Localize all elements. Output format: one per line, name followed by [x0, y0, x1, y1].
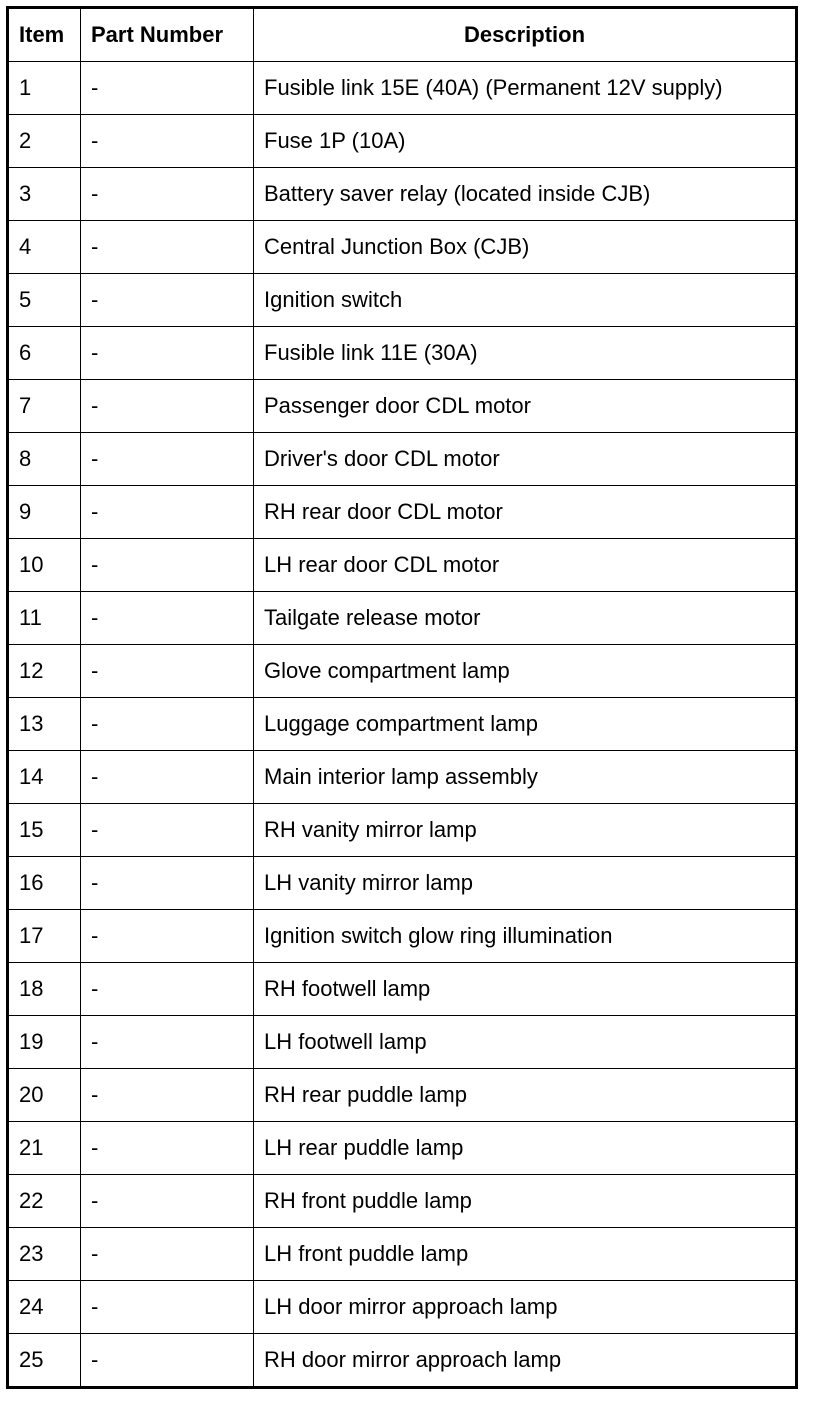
description-cell: RH vanity mirror lamp [254, 804, 797, 857]
table-row [8, 1281, 797, 1334]
description-cell: LH vanity mirror lamp [254, 857, 797, 910]
table-row [8, 433, 797, 486]
item-cell: 3 [8, 168, 81, 221]
table-row [8, 645, 797, 698]
part-number-cell: - [81, 645, 254, 698]
part-number-cell: - [81, 274, 254, 327]
part-number-cell: - [81, 380, 254, 433]
part-number-cell: - [81, 433, 254, 486]
table-row [8, 1228, 797, 1281]
column-header-description: Description [254, 8, 797, 62]
item-cell: 12 [8, 645, 81, 698]
description-cell: Fusible link 15E (40A) (Permanent 12V supply) [254, 62, 797, 115]
item-cell: 13 [8, 698, 81, 751]
item-cell: 15 [8, 804, 81, 857]
part-number-cell: - [81, 804, 254, 857]
table-row [8, 963, 797, 1016]
item-cell: 20 [8, 1069, 81, 1122]
description-cell: LH door mirror approach lamp [254, 1281, 797, 1334]
description-cell: LH front puddle lamp [254, 1228, 797, 1281]
table-row [8, 1069, 797, 1122]
description-cell: Passenger door CDL motor [254, 380, 797, 433]
table-row [8, 1016, 797, 1069]
item-cell: 6 [8, 327, 81, 380]
table-row [8, 274, 797, 327]
part-number-cell: - [81, 698, 254, 751]
part-number-cell: - [81, 486, 254, 539]
description-cell: Main interior lamp assembly [254, 751, 797, 804]
table-row [8, 1334, 797, 1388]
part-number-cell: - [81, 168, 254, 221]
part-number-cell: - [81, 327, 254, 380]
table-row [8, 380, 797, 433]
table-row [8, 1122, 797, 1175]
item-cell: 1 [8, 62, 81, 115]
description-cell: RH door mirror approach lamp [254, 1334, 797, 1388]
part-number-cell: - [81, 1281, 254, 1334]
item-cell: 5 [8, 274, 81, 327]
part-number-cell: - [81, 751, 254, 804]
description-cell: Battery saver relay (located inside CJB) [254, 168, 797, 221]
table-row [8, 592, 797, 645]
table-row [8, 857, 797, 910]
part-number-cell: - [81, 1016, 254, 1069]
table-row [8, 168, 797, 221]
description-cell: Glove compartment lamp [254, 645, 797, 698]
table-row [8, 698, 797, 751]
part-number-cell: - [81, 1334, 254, 1388]
description-cell: Driver's door CDL motor [254, 433, 797, 486]
table-header [8, 8, 797, 62]
item-cell: 9 [8, 486, 81, 539]
item-cell: 25 [8, 1334, 81, 1388]
table-row [8, 327, 797, 380]
item-cell: 4 [8, 221, 81, 274]
item-cell: 11 [8, 592, 81, 645]
description-cell: LH footwell lamp [254, 1016, 797, 1069]
item-cell: 23 [8, 1228, 81, 1281]
table-row [8, 910, 797, 963]
description-cell: Ignition switch glow ring illumination [254, 910, 797, 963]
part-number-cell: - [81, 1228, 254, 1281]
part-number-cell: - [81, 1175, 254, 1228]
table-row [8, 804, 797, 857]
item-cell: 18 [8, 963, 81, 1016]
table-row [8, 115, 797, 168]
part-number-cell: - [81, 857, 254, 910]
description-cell: Tailgate release motor [254, 592, 797, 645]
part-number-cell: - [81, 910, 254, 963]
item-cell: 16 [8, 857, 81, 910]
part-number-cell: - [81, 963, 254, 1016]
description-cell: LH rear puddle lamp [254, 1122, 797, 1175]
description-cell: Central Junction Box (CJB) [254, 221, 797, 274]
description-cell: RH footwell lamp [254, 963, 797, 1016]
item-cell: 24 [8, 1281, 81, 1334]
item-cell: 17 [8, 910, 81, 963]
item-cell: 19 [8, 1016, 81, 1069]
description-cell: Fuse 1P (10A) [254, 115, 797, 168]
description-cell: Ignition switch [254, 274, 797, 327]
table-row [8, 486, 797, 539]
table-row [8, 539, 797, 592]
table-row [8, 62, 797, 115]
table-body [8, 62, 797, 1388]
header-row [8, 8, 797, 62]
description-cell: RH rear door CDL motor [254, 486, 797, 539]
description-cell: Fusible link 11E (30A) [254, 327, 797, 380]
item-cell: 10 [8, 539, 81, 592]
part-number-cell: - [81, 1122, 254, 1175]
table-row [8, 1175, 797, 1228]
part-number-cell: - [81, 62, 254, 115]
description-cell: LH rear door CDL motor [254, 539, 797, 592]
description-cell: RH rear puddle lamp [254, 1069, 797, 1122]
description-cell: RH front puddle lamp [254, 1175, 797, 1228]
table-row [8, 221, 797, 274]
part-number-cell: - [81, 592, 254, 645]
item-cell: 2 [8, 115, 81, 168]
part-number-cell: - [81, 115, 254, 168]
item-cell: 22 [8, 1175, 81, 1228]
part-number-cell: - [81, 1069, 254, 1122]
description-cell: Luggage compartment lamp [254, 698, 797, 751]
item-cell: 8 [8, 433, 81, 486]
item-cell: 14 [8, 751, 81, 804]
column-header-item: Item [8, 8, 81, 62]
table-row [8, 751, 797, 804]
column-header-part-number: Part Number [81, 8, 254, 62]
item-cell: 21 [8, 1122, 81, 1175]
part-number-cell: - [81, 221, 254, 274]
parts-table [6, 6, 798, 1389]
part-number-cell: - [81, 539, 254, 592]
item-cell: 7 [8, 380, 81, 433]
